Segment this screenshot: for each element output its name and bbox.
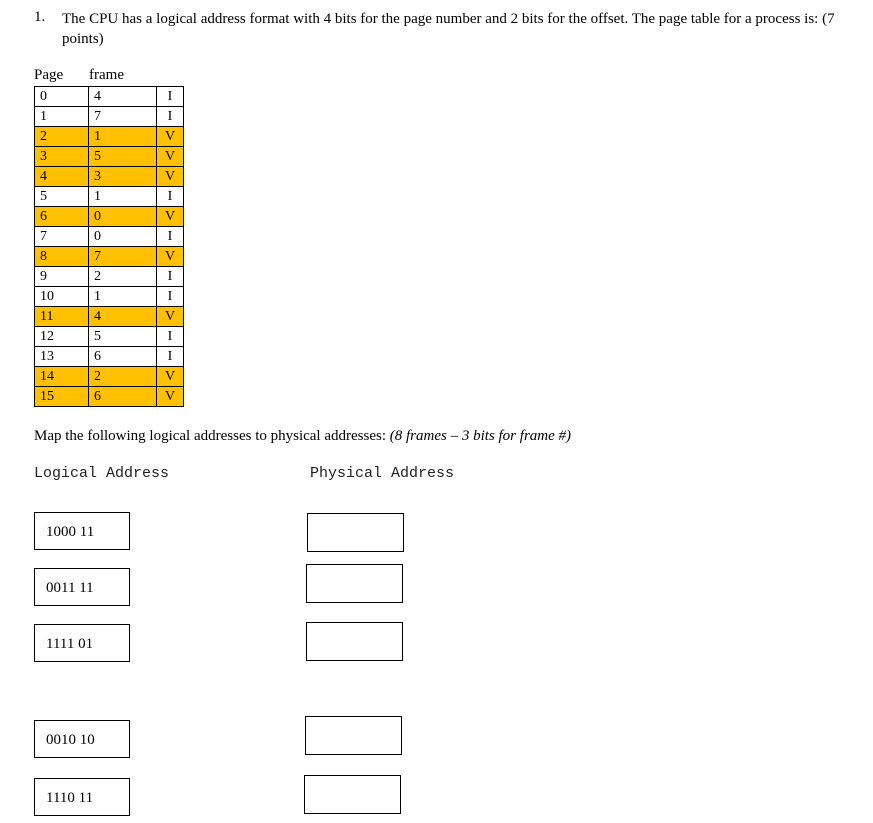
page-number-cell: 4 — [35, 167, 89, 187]
valid-bit-cell: V — [157, 167, 184, 187]
frame-number-cell: 1 — [89, 187, 157, 207]
page-table-row — [35, 207, 184, 227]
frame-header: frame — [89, 67, 124, 83]
page-number-cell: 15 — [35, 387, 89, 407]
page-table-row — [35, 147, 184, 167]
frame-number-cell: 4 — [89, 87, 157, 107]
logical-address-box: 0010 10 — [34, 720, 130, 758]
valid-bit-cell: V — [157, 307, 184, 327]
page-number-cell: 12 — [35, 327, 89, 347]
page-table-row — [35, 327, 184, 347]
logical-address-box: 1111 01 — [34, 624, 130, 662]
frame-number-cell: 2 — [89, 367, 157, 387]
valid-bit-cell: I — [157, 267, 184, 287]
page-table-row — [35, 227, 184, 247]
page-table-row — [35, 307, 184, 327]
page-table — [34, 86, 184, 407]
page-number-cell: 14 — [35, 367, 89, 387]
page-number-cell: 10 — [35, 287, 89, 307]
physical-address-answer-box[interactable] — [306, 622, 403, 661]
valid-bit-cell: V — [157, 387, 184, 407]
frame-number-cell: 5 — [89, 147, 157, 167]
page-number-cell: 1 — [35, 107, 89, 127]
valid-bit-cell: V — [157, 147, 184, 167]
frame-number-cell: 4 — [89, 307, 157, 327]
page-table-row — [35, 387, 184, 407]
frame-number-cell: 6 — [89, 347, 157, 367]
physical-address-answer-box[interactable] — [307, 513, 404, 552]
physical-address-answer-box[interactable] — [306, 564, 403, 603]
page-table-row — [35, 167, 184, 187]
page-header: Page — [34, 67, 64, 83]
page-number-cell: 7 — [35, 227, 89, 247]
page-number-cell: 11 — [35, 307, 89, 327]
question-number: 1. — [34, 9, 46, 25]
mapping-note: (8 frames – 3 bits for frame #) — [389, 428, 572, 444]
frame-number-cell: 7 — [89, 247, 157, 267]
valid-bit-cell: I — [157, 227, 184, 247]
mapping-instruction-text: Map the following logical addresses to physical addresses: — [34, 428, 390, 444]
page-number-cell: 13 — [35, 347, 89, 367]
mapping-instruction — [34, 428, 571, 445]
frame-number-cell: 2 — [89, 267, 157, 287]
page-table-row — [35, 367, 184, 387]
physical-address-header: Physical Address — [310, 465, 455, 482]
valid-bit-cell: I — [157, 327, 184, 347]
page-table-row — [35, 187, 184, 207]
question-text: The CPU has a logical address format with 4 bits for the page number and 2 bits for the offset. The page table for a process is: (7 points) — [62, 11, 835, 47]
page-table-row — [35, 347, 184, 367]
valid-bit-cell: I — [157, 87, 184, 107]
physical-address-answer-box[interactable] — [304, 775, 401, 814]
frame-number-cell: 0 — [89, 207, 157, 227]
logical-address-box: 0011 11 — [34, 568, 130, 606]
logical-address-box: 1110 11 — [34, 778, 130, 816]
page-number-cell: 0 — [35, 87, 89, 107]
frame-number-cell: 0 — [89, 227, 157, 247]
frame-number-cell: 1 — [89, 127, 157, 147]
frame-number-cell: 3 — [89, 167, 157, 187]
page-table-row — [35, 87, 184, 107]
page-number-cell: 8 — [35, 247, 89, 267]
valid-bit-cell: I — [157, 107, 184, 127]
page-number-cell: 3 — [35, 147, 89, 167]
frame-number-cell: 6 — [89, 387, 157, 407]
page-table-row — [35, 127, 184, 147]
page-table-row — [35, 107, 184, 127]
valid-bit-cell: V — [157, 127, 184, 147]
page-number-cell: 9 — [35, 267, 89, 287]
valid-bit-cell: V — [157, 207, 184, 227]
logical-address-box: 1000 11 — [34, 512, 130, 550]
valid-bit-cell: V — [157, 367, 184, 387]
valid-bit-cell: I — [157, 347, 184, 367]
page-number-cell: 6 — [35, 207, 89, 227]
valid-bit-cell: I — [157, 287, 184, 307]
physical-address-answer-box[interactable] — [305, 716, 402, 755]
valid-bit-cell: V — [157, 247, 184, 267]
page-table-row — [35, 287, 184, 307]
page-table-row — [35, 267, 184, 287]
frame-number-cell: 1 — [89, 287, 157, 307]
page-table-row — [35, 247, 184, 267]
page-number-cell: 5 — [35, 187, 89, 207]
frame-number-cell: 5 — [89, 327, 157, 347]
logical-address-header: Logical Address — [34, 465, 170, 482]
page-number-cell: 2 — [35, 127, 89, 147]
valid-bit-cell: I — [157, 187, 184, 207]
frame-number-cell: 7 — [89, 107, 157, 127]
